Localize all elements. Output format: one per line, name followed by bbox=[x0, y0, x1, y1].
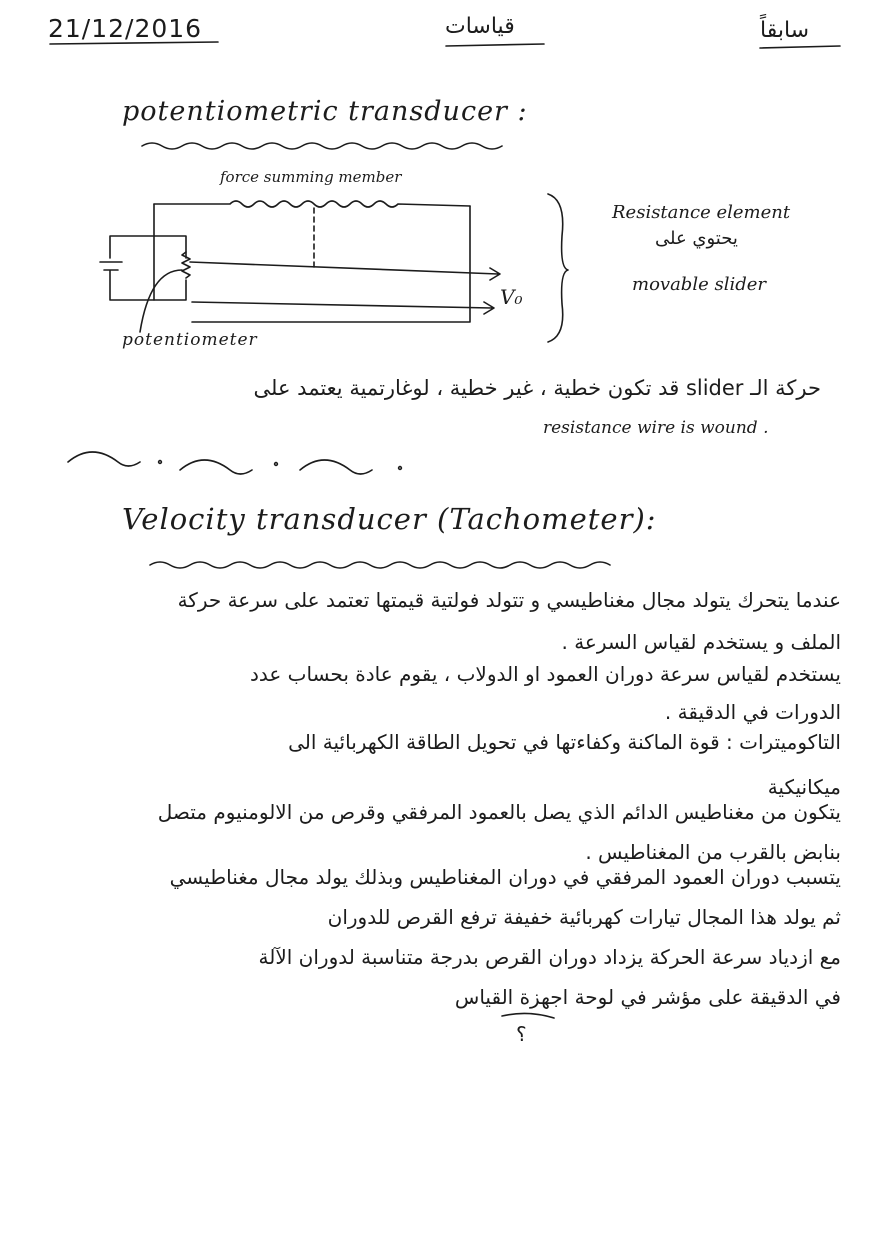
note-line: بنابض بالقرب من المغناطيس . bbox=[585, 840, 841, 864]
side-note-brace bbox=[548, 194, 568, 342]
side-note-line3: movable slider bbox=[632, 274, 766, 295]
note-line: ثم يولد هذا المجال تيارات كهربائية خفيفة ترفع القرص للدوران bbox=[327, 905, 841, 929]
diagram-label-force-member: force summing member bbox=[220, 168, 402, 186]
battery-circuit bbox=[100, 236, 186, 300]
pot-label-pointer bbox=[140, 270, 182, 332]
section-title-velocity: Velocity transducer (Tachometer): bbox=[122, 502, 657, 536]
page-date: 21/12/2016 bbox=[48, 14, 203, 43]
title1-underline bbox=[142, 143, 502, 149]
title2-underline bbox=[150, 562, 610, 568]
question-mark: ؟ bbox=[516, 1022, 527, 1046]
potentiometer-diagram bbox=[100, 194, 568, 342]
slider-note-arabic: حركة الـ slider قد تكون خطية ، غير خطية ، لوغارتمية يعتمد على bbox=[253, 376, 821, 400]
slider-note-english: resistance wire is wound . bbox=[543, 418, 769, 438]
force-member-wavy-top bbox=[154, 201, 470, 207]
note-line: التاكوميترات : قوة الماكنة وكفاءتها في تحويل الطاقة الكهربائية الى bbox=[288, 730, 841, 754]
output-arrow bbox=[192, 302, 494, 314]
note-line: مع ازدياد سرعة الحركة يزداد دوران القرص بدرجة متناسبة لدوران الآلة bbox=[258, 945, 841, 969]
prev-underline bbox=[760, 46, 840, 48]
subject-underline bbox=[446, 44, 544, 46]
note-line: يستخدم لقياس سرعة دوران العمود او الدولاب ، يقوم عادة بحساب عدد bbox=[249, 662, 841, 686]
note-line: يتكون من مغناطيس الدائم الذي يصل بالعمود المرفقي وقرص من الالومنيوم متصل bbox=[157, 800, 841, 824]
diagram-label-potentiometer: potentiometer bbox=[122, 330, 258, 350]
note-line: الملف و يستخدم لقياس السرعة . bbox=[561, 630, 841, 654]
note-line: عندما يتحرك يتولد مجال مغناطيسي و تتولد فولتية قيمتها تعتمد على سرعة حركة bbox=[177, 588, 841, 612]
diagram-label-output-voltage: V₀ bbox=[500, 285, 523, 309]
side-note-line1: Resistance element bbox=[612, 202, 791, 223]
divider-squiggle bbox=[68, 452, 140, 466]
side-note-line2: يحتوي على bbox=[655, 228, 738, 249]
note-line: يتسبب دوران العمود المرفقي في دوران المغناطيس وبذلك يولد مجال مغناطيسي bbox=[169, 865, 841, 889]
previous-label: سابقاً bbox=[760, 18, 810, 43]
note-line: ميكانيكية bbox=[767, 775, 841, 799]
subject-title: قياسات bbox=[445, 14, 515, 39]
note-line: الدورات في الدقيقة . bbox=[664, 700, 841, 724]
section-title-potentiometric: potentiometric transducer : bbox=[122, 96, 528, 127]
slider-arrow bbox=[190, 262, 500, 280]
note-line: في الدقيقة على مؤشر في لوحة اجهزة القياس bbox=[454, 985, 841, 1009]
